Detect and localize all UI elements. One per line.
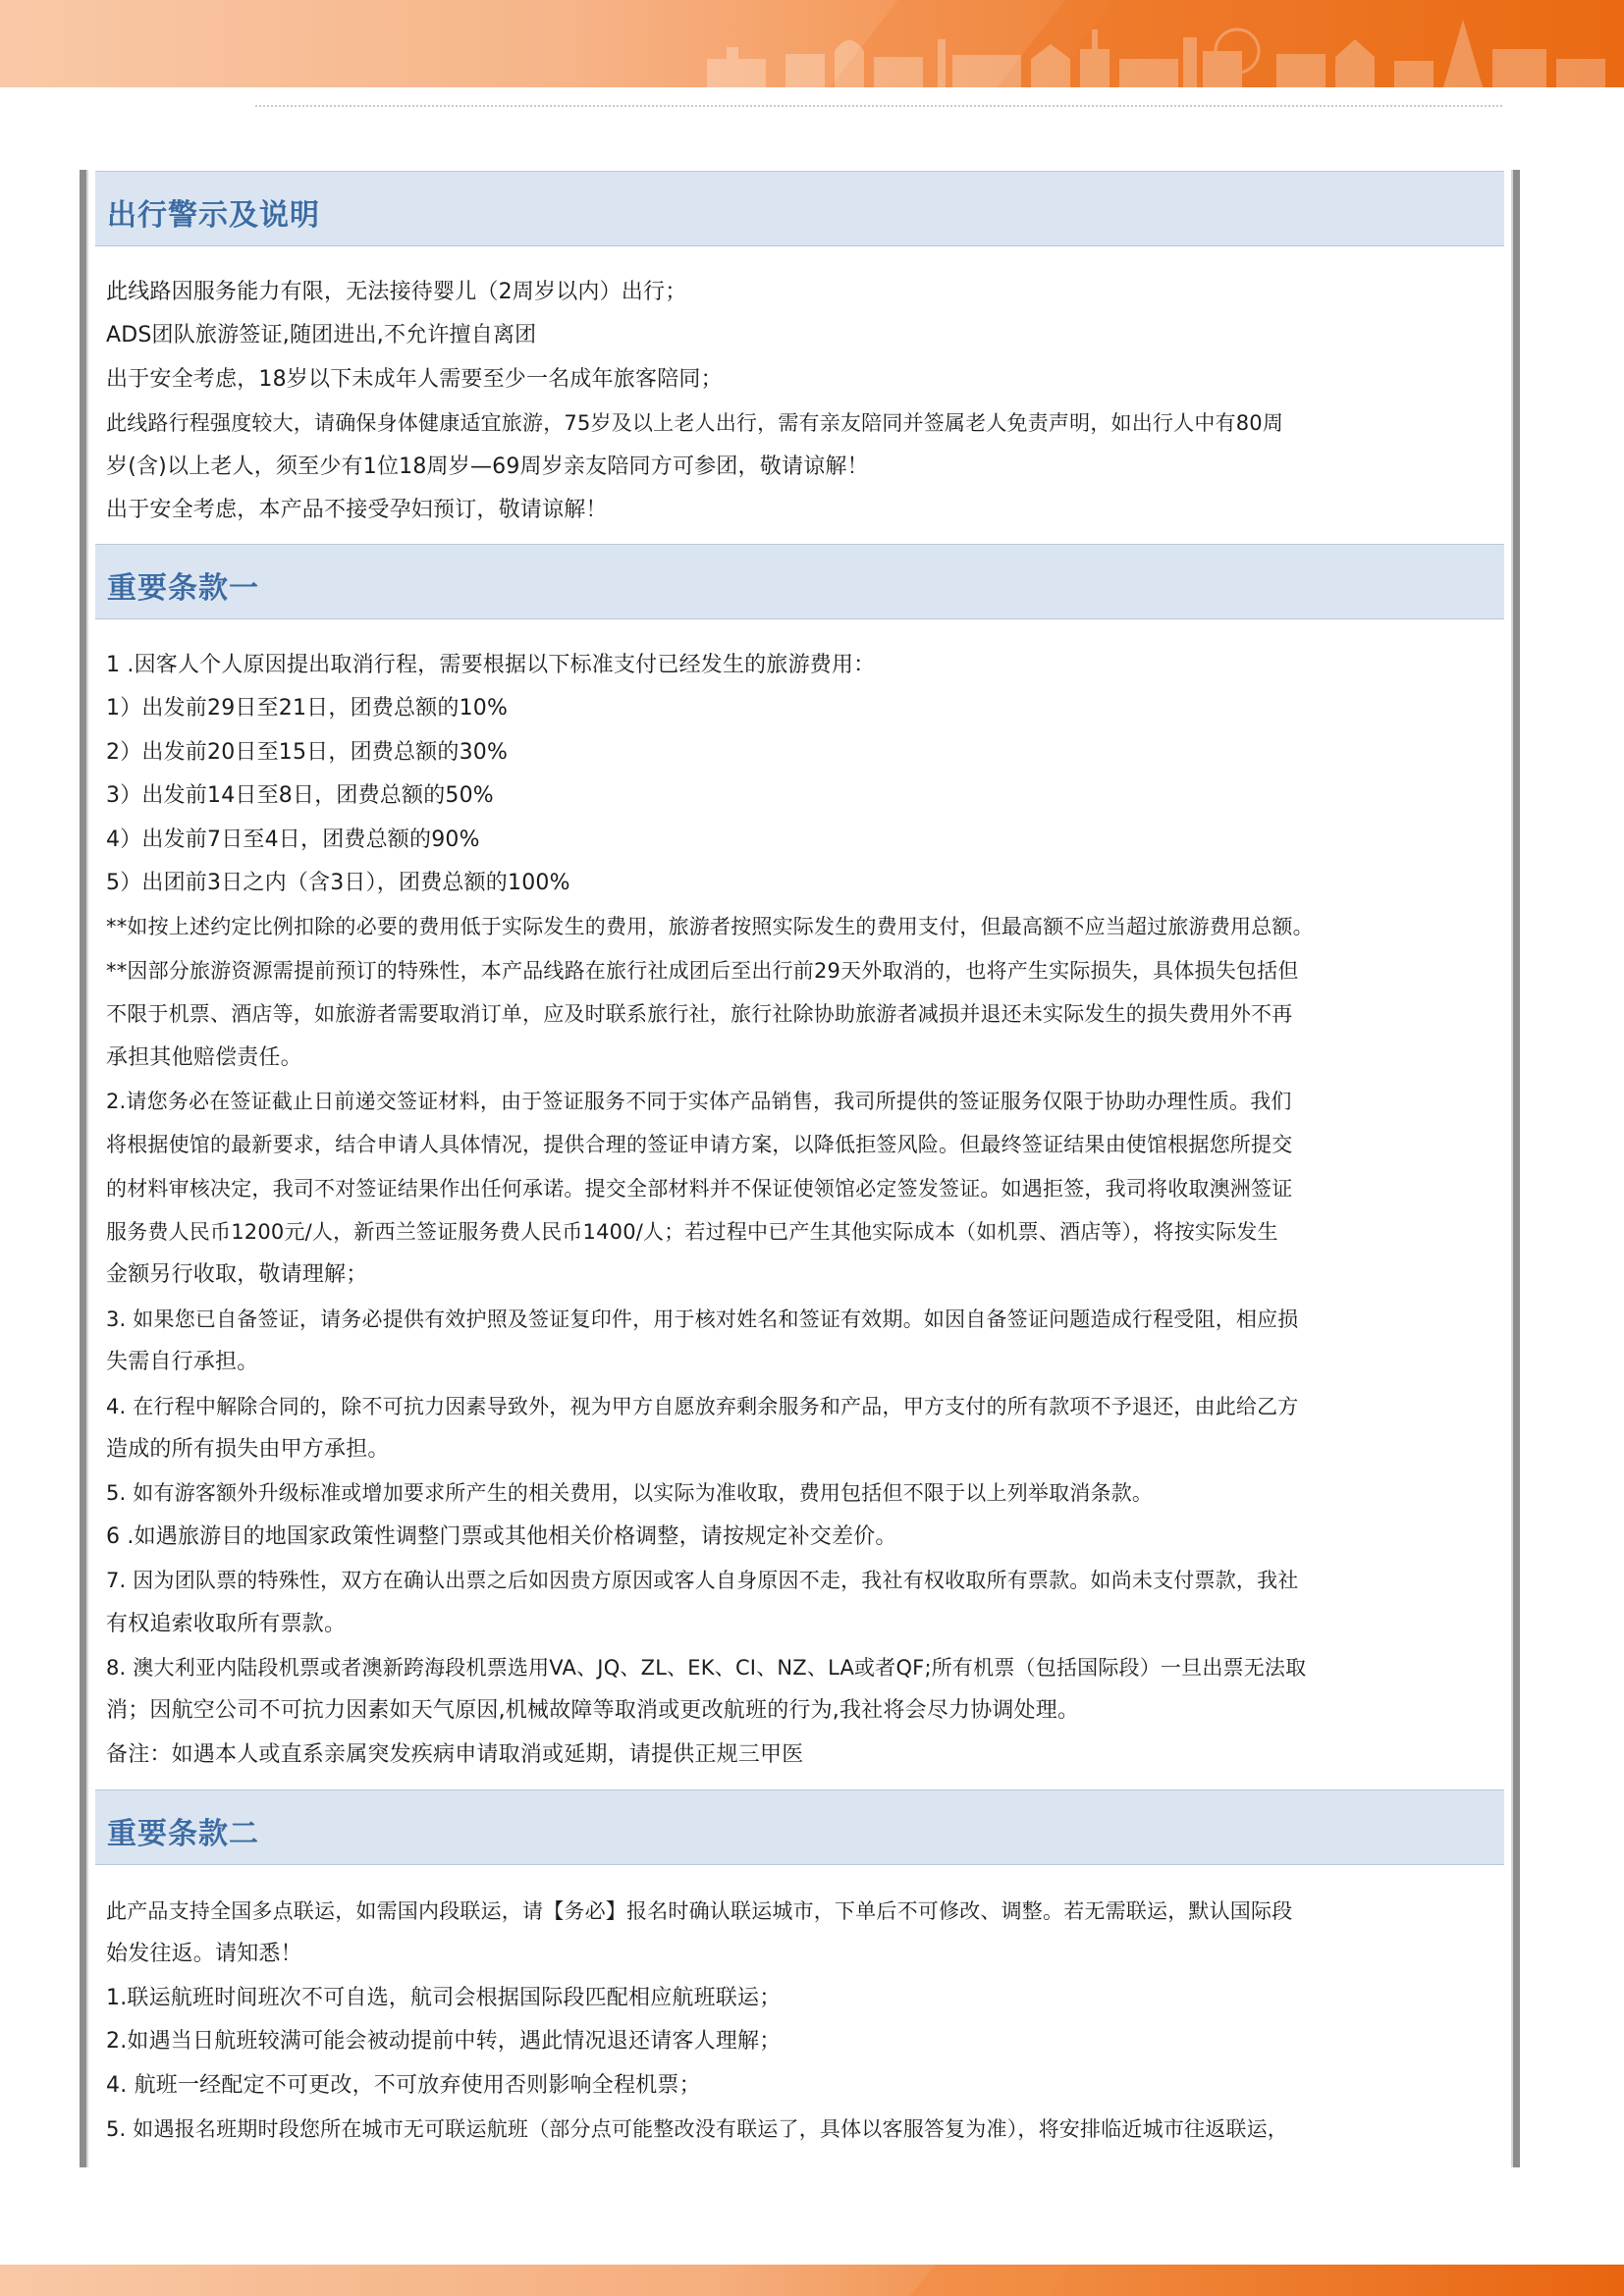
text-line: 2.请您务必在签证截止日前递交签证材料，由于签证服务不同于实体产品销售，我司所提供的签证服务仅限于协助办理性质。我们 bbox=[106, 1089, 1292, 1113]
section-header-terms-one bbox=[95, 544, 1504, 619]
section-header-travel-warnings bbox=[95, 171, 1504, 246]
text-line: 备注：如遇本人或直系亲属突发疾病申请取消或延期，请提供正规三甲医 bbox=[106, 1741, 804, 1767]
content-frame bbox=[80, 170, 1520, 2167]
text-line: 2.如遇当日航班较满可能会被动提前中转，遇此情况退还请客人理解； bbox=[106, 2029, 782, 2055]
text-line: 5. 如遇报名班期时段您所在城市无可联运航班（部分点可能整改没有联运了，具体以客服答复为准），将安排临近城市往返联运， bbox=[106, 2116, 1289, 2141]
city-skyline-icon bbox=[687, 0, 1624, 87]
text-line: 造成的所有损失由甲方承担。 bbox=[106, 1437, 390, 1463]
text-line: ADS团队旅游签证,随团进出,不允许擅自离团 bbox=[106, 323, 537, 348]
text-line: 5）出团前3日之内（含3日），团费总额的100% bbox=[106, 870, 570, 895]
text-line: 4. 航班一经配定不可更改，不可放弃使用否则影响全程机票； bbox=[106, 2072, 701, 2098]
section-body-terms-one bbox=[106, 644, 1497, 1777]
text-line: 出于安全考虑，本产品不接受孕妇预订，敬请谅解！ bbox=[106, 497, 608, 522]
text-line: 3. 如果您已自备签证，请务必提供有效护照及签证复印件，用于核对姓名和签证有效期。如因自备签证问题造成行程受阻，相应损 bbox=[106, 1307, 1299, 1331]
bottom-banner bbox=[0, 2265, 1624, 2296]
section-body-terms-two bbox=[106, 1890, 1497, 2151]
section-body-travel-warnings bbox=[106, 271, 1497, 532]
text-line: 此线路行程强度较大，请确保身体健康适宜旅游，75岁及以上老人出行，需有亲友陪同并签属老人免责声明，如出行人中有80周 bbox=[106, 411, 1284, 436]
text-line: 4. 在行程中解除合同的，除不可抗力因素导致外，视为甲方自愿放弃剩余服务和产品，甲方支付的所有款项不予退还，由此给乙方 bbox=[106, 1394, 1299, 1418]
section-title: 重要条款一 bbox=[107, 571, 259, 606]
top-banner bbox=[0, 0, 1624, 87]
text-line: 1 .因客人个人原因提出取消行程，需要根据以下标准支付已经发生的旅游费用： bbox=[106, 653, 876, 677]
section-header-terms-two bbox=[95, 1789, 1504, 1865]
text-line: 1）出发前29日至21日，团费总额的10% bbox=[106, 696, 509, 721]
text-line: 服务费人民币1200元/人，新西兰签证服务费人民币1400/人；若过程中已产生其他实际成本（如机票、酒店等），将按实际发生 bbox=[106, 1220, 1278, 1245]
text-line: 的材料审核决定，我司不对签证结果作出任何承诺。提交全部材料并不保证使领馆必定签发签证。如遇拒签，我司将收取澳洲签证 bbox=[106, 1176, 1293, 1201]
text-line: 承担其他赔偿责任。 bbox=[106, 1044, 302, 1070]
text-line: 3）出发前14日至8日，团费总额的50% bbox=[106, 783, 494, 809]
text-line: 始发往返。请知悉！ bbox=[106, 1942, 302, 1967]
text-line: 5. 如有游客额外升级标准或增加要求所产生的相关费用，以实际为准收取，费用包括但不限于以上列举取消条款。 bbox=[106, 1481, 1154, 1506]
text-line: 8. 澳大利亚内陆段机票或者澳新跨海段机票选用VA、JQ、ZL、EK、CI、NZ、LA或者QF;所有机票（包括国际段）一旦出票无法取 bbox=[106, 1655, 1307, 1680]
text-line: 7. 因为团队票的特殊性，双方在确认出票之后如因贵方原因或客人自身原因不走，我社有权收取所有票款。如尚未支付票款，我社 bbox=[106, 1569, 1299, 1593]
text-line: 4）出发前7日至4日，团费总额的90% bbox=[106, 827, 480, 852]
header-divider bbox=[255, 105, 1502, 107]
text-line: **如按上述约定比例扣除的必要的费用低于实际发生的费用，旅游者按照实际发生的费用支付，但最高额不应当超过旅游费用总额。 bbox=[106, 915, 1314, 939]
text-line: 失需自行承担。 bbox=[106, 1350, 259, 1375]
section-title: 出行警示及说明 bbox=[107, 198, 320, 233]
text-line: **因部分旅游资源需提前预订的特殊性，本产品线路在旅行社成团后至出行前29天外取消的，也将产生实际损失，具体损失包括但 bbox=[106, 958, 1299, 983]
section-title: 重要条款二 bbox=[107, 1817, 259, 1851]
text-line: 消；因航空公司不可抗力因素如天气原因,机械故障等取消或更改航班的行为,我社将会尽力协调处理。 bbox=[106, 1698, 1080, 1724]
text-line: 出于安全考虑，18岁以下未成年人需要至少一名成年旅客陪同； bbox=[106, 366, 723, 392]
text-line: 金额另行收取，敬请理解； bbox=[106, 1262, 368, 1288]
text-line: 将根据使馆的最新要求，结合申请人具体情况，提供合理的签证申请方案，以降低拒签风险。但最终签证结果由使馆根据您所提交 bbox=[106, 1133, 1293, 1157]
text-line: 1.联运航班时间班次不可自选，航司会根据国际段匹配相应航班联运； bbox=[106, 1985, 782, 2010]
text-line: 有权追索收取所有票款。 bbox=[106, 1611, 347, 1636]
text-line: 此线路因服务能力有限，无法接待婴儿（2周岁以内）出行； bbox=[106, 280, 687, 304]
text-line: 6 .如遇旅游目的地国家政策性调整门票或其他相关价格调整，请按规定补交差价。 bbox=[106, 1523, 897, 1549]
text-line: 不限于机票、酒店等，如旅游者需要取消订单，应及时联系旅行社，旅行社除协助旅游者减损并退还未实际发生的损失费用外不再 bbox=[106, 1002, 1293, 1027]
text-line: 此产品支持全国多点联运，如需国内段联运，请【务必】报名时确认联运城市，下单后不可修改、调整。若无需联运，默认国际段 bbox=[106, 1899, 1293, 1923]
text-line: 2）出发前20日至15日，团费总额的30% bbox=[106, 739, 509, 765]
text-line: 岁(含)以上老人，须至少有1位18周岁—69周岁亲友陪同方可参团，敬请谅解！ bbox=[106, 454, 869, 479]
